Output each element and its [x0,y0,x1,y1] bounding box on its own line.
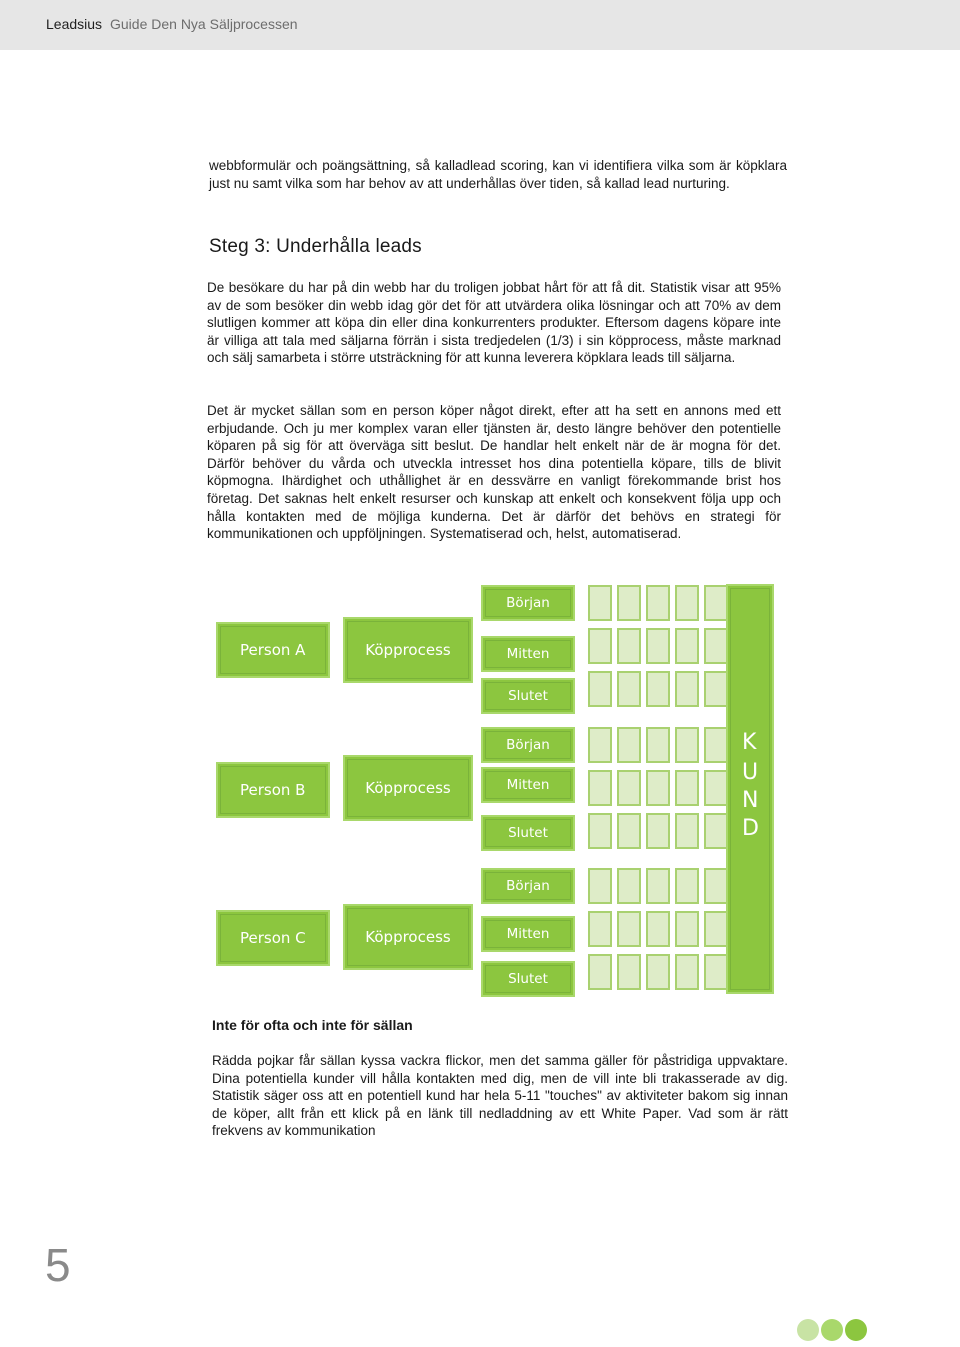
touchpoint-cell [617,813,641,849]
touchpoint-cell [675,770,699,806]
touchpoint-cell [617,911,641,947]
stage-middle-c: Mitten [481,916,575,952]
touchpoint-cell [675,911,699,947]
touchpoint-cell [704,954,728,990]
touchpoint-cell [617,585,641,621]
decorative-dot-3 [845,1319,867,1341]
stage-end-a: Slutet [481,678,575,714]
header-bar [0,0,960,50]
touchpoint-cell [588,813,612,849]
touchpoint-cell [704,628,728,664]
stage-middle-b: Mitten [481,767,575,803]
touchpoint-cell [588,671,612,707]
touchpoint-cell [675,628,699,664]
touchpoint-cell [617,671,641,707]
touchpoint-cell [704,813,728,849]
person-b-box: Person B [216,762,330,818]
stage-end-b: Slutet [481,815,575,851]
touchpoint-cell [588,911,612,947]
touchpoint-cell [646,628,670,664]
touchpoint-cell [675,585,699,621]
touchpoint-cell [704,770,728,806]
buying-process-box-c: Köpprocess [343,904,473,970]
touchpoint-cell [704,911,728,947]
body-paragraph-1: De besökare du har på din webb har du troligen jobbat hårt för att få dit. Statistik visar att 95% av de som besöker din webb idag gör det för att utvärdera olika lösningar och att 70% av dem slutligen kommer att köpa din eller dina konkurrenters produkter. Eftersom dagens köpare inte är villiga att tala med säljarna förrän i sista tredjedelen (1/3) i sin köpprocess, måste marknad och sälj samarbeta i större utsträckning för att kunna leverera köpklara leads till säljarna. [207,280,781,366]
customer-letter-d: D [742,816,759,841]
touchpoint-cell [704,585,728,621]
touchpoint-cell [588,727,612,763]
touchpoint-cell [704,727,728,763]
touchpoint-cell [675,813,699,849]
body-paragraph-3: Rädda pojkar får sällan kyssa vackra flickor, men det samma gäller för påstridiga uppvaktare. Dina potentiella kunder vill hålla kontakten med dig, men de vill inte bli trakasserade av dig. Statistik säger oss att en potentiell kund har hela 5-11 "touches" av aktiviteter bakom sig innan de köper, allt från ett klick på en länk till nedladdning av ett White Paper. Vad som är rätt frekvens av kommunikation [212,1053,788,1139]
customer-letter-n: N [742,788,759,813]
touchpoint-cell [646,770,670,806]
touchpoint-cell [675,727,699,763]
customer-letter-u: U [742,760,759,785]
person-c-box: Person C [216,910,330,966]
touchpoint-cell [588,954,612,990]
touchpoint-cell [646,727,670,763]
touchpoint-cell [617,868,641,904]
touchpoint-cell [646,813,670,849]
buying-process-box-a: Köpprocess [343,617,473,683]
intro-paragraph: webbformulär och poängsättning, så kalladlead scoring, kan vi identifiera vilka som är köpklara just nu samt vilka som har behov av att underhållas över tiden, så kallad lead nurturing. [209,158,787,191]
touchpoint-cell [675,954,699,990]
buying-process-box-b: Köpprocess [343,755,473,821]
touchpoint-cell [646,868,670,904]
touchpoint-cell [646,954,670,990]
customer-letter-k: K [742,730,757,755]
section-heading: Steg 3: Underhålla leads [209,236,422,257]
subheading: Inte för ofta och inte för sällan [212,1017,413,1033]
document-title: Guide Den Nya Säljprocessen [110,16,298,32]
touchpoint-cell [675,868,699,904]
stage-beginning-b: Början [481,727,575,763]
stage-middle-a: Mitten [481,636,575,672]
brand-name: Leadsius [46,16,103,32]
touchpoint-cell [617,727,641,763]
touchpoint-cell [646,585,670,621]
touchpoint-cell [646,671,670,707]
touchpoint-cell [617,954,641,990]
stage-beginning-c: Början [481,868,575,904]
touchpoint-cell [588,585,612,621]
stage-beginning-a: Början [481,585,575,621]
touchpoint-cell [588,628,612,664]
touchpoint-cell [704,868,728,904]
touchpoint-cell [675,671,699,707]
touchpoint-cell [646,911,670,947]
person-a-box: Person A [216,622,330,678]
touchpoint-cell [704,671,728,707]
touchpoint-cell [617,628,641,664]
page-number: 5 [45,1239,71,1291]
body-paragraph-2: Det är mycket sällan som en person köper något direkt, efter att ha sett en annons med ett erbjudande. Och ju mer komplex varan eller tjänsten är, desto längre behöver den potentielle köparen på sig för att överväga sitt beslut. De handlar helt enkelt när de är mogna för det. Därför behöver du vårda och utveckla intresset hos dina potentiella köpare, tills de blivit köpmogna. Ihärdighet och uthållighet är en dessvärre en vanligt förekommande brist hos företag. Det saknas helt enkelt resurser och kunskap att enkelt och konsekvent följa upp och hålla kontakten med de möjliga kunderna. Det är därför det behövs en strategi för kommunikationen och uppföljningen. Systematiserad och, helst, automatiserad. [207,403,781,542]
stage-end-c: Slutet [481,961,575,997]
decorative-dot-2 [821,1319,843,1341]
decorative-dot-1 [797,1319,819,1341]
touchpoint-cell [617,770,641,806]
touchpoint-cell [588,868,612,904]
touchpoint-cell [588,770,612,806]
